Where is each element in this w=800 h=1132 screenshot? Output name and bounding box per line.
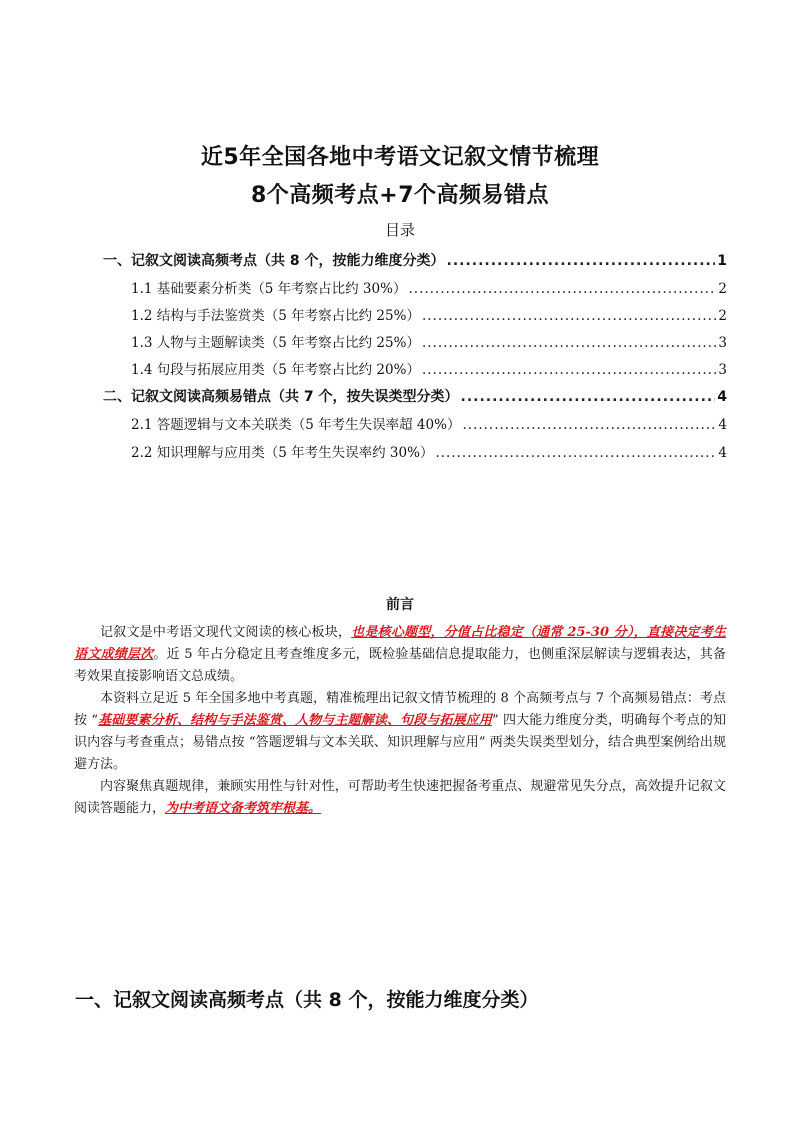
- toc-entry-1-1[interactable]: [131, 277, 727, 297]
- toc-entry-label: 1.1 基础要素分析类（5 年考察占比约 30%）: [131, 281, 407, 297]
- toc-heading: 目录: [384, 221, 415, 239]
- toc-leader-dots: [408, 281, 716, 297]
- toc-entry-page: 3: [718, 335, 727, 351]
- toc-entry-page: 4: [718, 445, 727, 461]
- toc-entry-page: 2: [718, 281, 727, 297]
- section-heading: 一、记叙文阅读高频考点（共 8 个，按能力维度分类）: [75, 989, 539, 1011]
- toc-entry-2-2[interactable]: [131, 441, 727, 461]
- preface-emphasis: 为中考语文备考筑牢根基。: [165, 801, 322, 816]
- toc-entry-label: 1.2 结构与手法鉴赏类（5 年考察占比约 25%）: [131, 308, 420, 324]
- toc-entry-label: 1.3 人物与主题解读类（5 年考察占比约 25%）: [131, 335, 420, 351]
- toc-leader-dots: [461, 389, 716, 405]
- preface-text: ” 四大能力维度分类，明确每个考点的知识内容与考查重点；易错点按 “答题逻辑与文本关联、知识理解与应用” 两类失误类型划分，结合典型案例给出规避方法。: [74, 713, 726, 772]
- preface-heading: 前言: [386, 597, 414, 613]
- toc-leader-dots: [422, 362, 716, 378]
- toc-entry-page: 2: [718, 308, 727, 324]
- document-subtitle: 8个高频考点+7个高频易错点: [250, 183, 550, 208]
- toc-entry-label: 2.2 知识理解与应用类（5 年考生失误率约 30%）: [131, 445, 434, 461]
- toc-leader-dots: [447, 253, 716, 269]
- preface-paragraph-3: [74, 776, 726, 820]
- toc-entry-label: 2.1 答题逻辑与文本关联类（5 年考生失误率超 40%）: [131, 417, 461, 433]
- toc-entry-label: 一、记叙文阅读高频考点（共 8 个，按能力维度分类）: [103, 253, 445, 269]
- preface-text: 记叙文是中考语文现代文阅读的核心板块，: [100, 625, 352, 640]
- toc-leader-dots: [422, 308, 716, 324]
- toc-entry-page: 1: [717, 253, 727, 269]
- toc-entry-page: 3: [718, 362, 727, 378]
- toc-entry-section-2[interactable]: [103, 386, 727, 406]
- toc-entry-label: 二、记叙文阅读高频易错点（共 7 个，按失误类型分类）: [103, 389, 459, 405]
- toc-leader-dots: [435, 445, 716, 461]
- toc-entry-1-2[interactable]: [131, 304, 727, 324]
- toc-leader-dots: [462, 417, 716, 433]
- preface-text: 本资料立足近 5 年全国多地中考真题，精准梳理出记叙文情节梳理的 8 个高频考点与 7 个高频易错点：考点按 “: [74, 691, 726, 728]
- toc-leader-dots: [422, 335, 716, 351]
- preface-paragraph-2: [74, 688, 726, 776]
- preface-text: 内容聚焦真题规律，兼顾实用性与针对性，可帮助考生快速把握备考重点、规避常见失分点，高效提升记叙文阅读答题能力，: [74, 779, 726, 816]
- toc-entry-section-1[interactable]: [103, 250, 727, 270]
- document-title: 近5年全国各地中考语文记叙文情节梳理: [200, 145, 600, 170]
- preface-text: 。近 5 年占分稳定且考查维度多元，既检验基础信息提取能力，也侧重深层解读与逻辑表达，其备考效果直接影响语文总成绩。: [74, 647, 726, 684]
- toc-entry-1-4[interactable]: [131, 358, 727, 378]
- preface-emphasis: 也是核心题型，分值占比稳定（通常 25-30 分），直接决定考生语文成绩层次: [74, 625, 726, 662]
- toc-entry-2-1[interactable]: [131, 413, 727, 433]
- preface-emphasis: 基础要素分析、结构与手法鉴赏、人物与主题解读、句段与拓展应用: [98, 713, 493, 728]
- toc-entry-1-3[interactable]: [131, 331, 727, 351]
- preface-paragraph-1: [74, 622, 726, 688]
- toc-entry-page: 4: [717, 389, 727, 405]
- toc-entry-page: 4: [718, 417, 727, 433]
- toc-entry-label: 1.4 句段与拓展应用类（5 年考察占比约 20%）: [131, 362, 420, 378]
